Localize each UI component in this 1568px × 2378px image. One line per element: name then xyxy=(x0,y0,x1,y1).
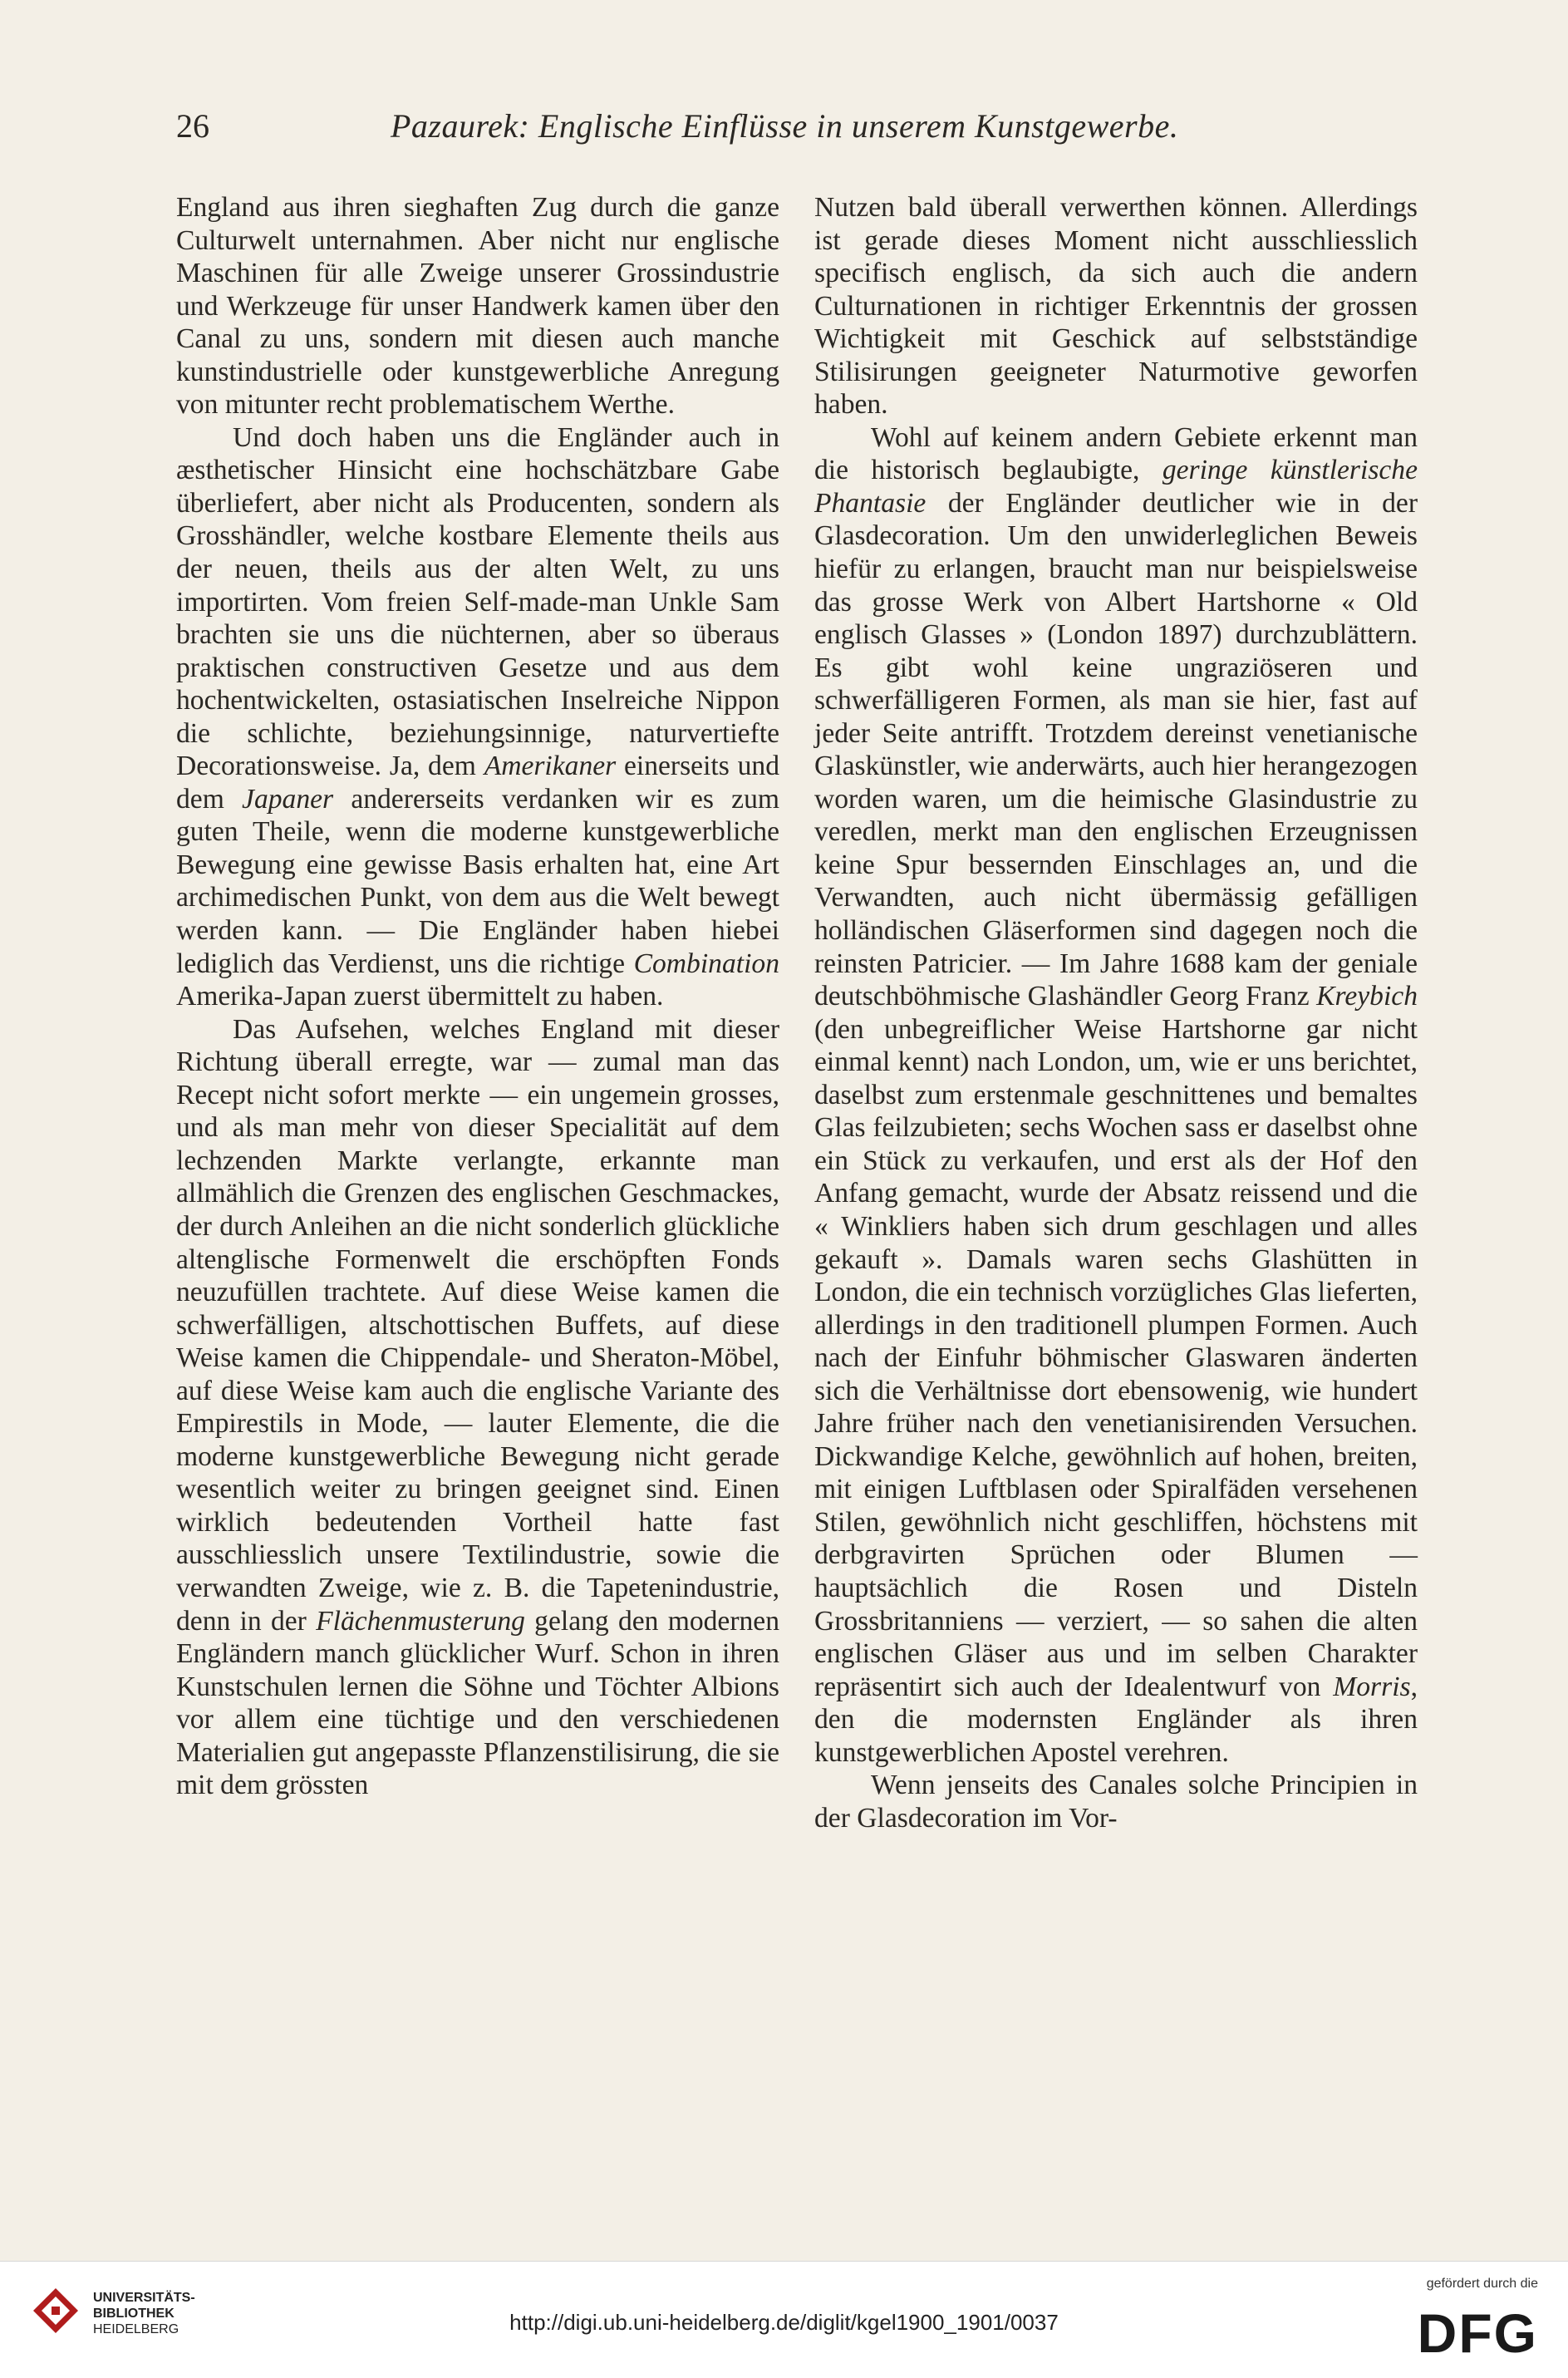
library-name-line2: BIBLIOTHEK xyxy=(93,2307,174,2321)
dfg-logo[interactable]: DFG xyxy=(1417,2302,1538,2364)
permalink-url[interactable]: http://digi.ub.uni-heidelberg.de/diglit/kgel1900_1901/0037 xyxy=(509,2310,1059,2335)
right-column-paragraph: Wohl auf keinem andern Gebiete erkennt man die historisch beglaubigte, geringe künstlerische Phantasie der Engländer deutlicher wie in der Glasdecoration. Um den unwiderleglichen Beweis hiefür zu erlangen, braucht man nur beispielsweise das grosse Werk von Albert Hartshorne « Old englisch Glasses » (London 1897) durchzublättern. Es gibt wohl keine ungraziöseren und schwerfälligeren Formen, als man sie hier, fast auf jeder Seite antrifft. Trotzdem dereinst venetianische Glaskünstler, wie anderwärts, auch hier herangezogen worden waren, um die heimische Glasindustrie zu veredlen, merkt man den englischen Erzeugnissen keine Spur bessernden Einschlages an, und die Verwandten, auch nicht übermässig gefälligen holländischen Gläserformen sind dagegen noch die reinsten Patricier. — Im Jahre 1688 kam der geniale deutschböhmische Glashändler Georg Franz Kreybich (den unbegreiflicher Weise Hartshorne gar nicht einmal kennt) nach London, um, wie er uns berichtet, daselbst zum erstenmale geschnittenes und bemaltes Glas feilzubieten; sechs Wochen sass er daselbst ohne ein Stück zu verkaufen, und erst als der Hof den Anfang gemacht, wurde der Absatz reissend und die « Winkliers haben sich drum geschlagen und alles gekauft ». Damals waren sechs Glashütten in London, die ein technisch vorzügliches Glas lieferten, allerdings in den traditionell plumpen Formen. Auch nach der Einfuhr böhmischer Glaswaren änderten sich die Verhältnisse dort ebensowenig, wie hundert Jahre früher nach den venetianisirenden Versuchen. Dickwandige Kelche, gewöhnlich auf hohen, breiten, mit einigen Luftblasen oder Spiralfäden versehenen Stilen, gewöhnlich nicht geschliffen, höchstens mit derbgravirten Sprüchen oder Blumen — hauptsächlich die Rosen und Disteln Grossbritanniens — verziert, — so sahen die alten englischen Gläser aus und im selben Charakter repräsentirt sich auch der Idealentwurf von Morris, den die modernsten Engländer als ihren kunstgewerblichen Apostel verehren. xyxy=(814,421,1418,1768)
left-column-paragraph: England aus ihren sieghaften Zug durch die ganze Culturwelt unternahmen. Aber nicht nur englische Maschinen für alle Zweige unserer Grossindustrie und Werkzeuge für unser Handwerk kamen über den Canal zu uns, sondern mit diesen auch manche kunstindustrielle oder kunstgewerbliche Anregung von mitunter recht problematischem Werthe. xyxy=(176,192,779,421)
funded-by-text: gefördert durch die xyxy=(1426,2277,1538,2291)
left-column-paragraph: Das Aufsehen, welches England mit dieser Richtung überall erregte, war — zumal man das Recept nicht sofort merkte — ein ungemein grosses, und als man mehr von dieser Specialität auf dem lechzenden Markte verlangte, erkannte man allmählich die Grenzen des englischen Geschmackes, der durch Anleihen an die nicht sonderlich glückliche altenglische Formenwelt die erschöpften Fonds neuzufüllen trachtete. Auf diese Weise kamen die schwerfälligen, altschottischen Buffets, auf diese Weise kamen die Chippendale- und Sheraton-Möbel, auf diese Weise kam auch die englische Variante des Empirestils in Mode, — lauter Elemente, die die moderne kunstgewerbliche Bewegung nicht gerade wesentlich weiter zu bringen geeignet sind. Einen wirklich bedeutenden Vortheil hatte fast ausschliesslich unsere Textilindustrie, sowie die verwandten Zweige, wie z. B. die Tapetenindustrie, denn in der Flächenmusterung gelang den modernen Engländern manch glücklicher Wurf. Schon in ihren Kunstschulen lernen die Söhne und Töchter Albions vor allem eine tüchtige und den verschiedenen Materialien gut angepasste Pflanzenstilisirung, die sie mit dem grössten xyxy=(176,1013,779,1801)
library-name-line1: UNIVERSITÄTS- xyxy=(93,2291,195,2305)
right-column-paragraph: Wenn jenseits des Canales solche Principien in der Glasdecoration im Vor- xyxy=(814,1770,1418,1834)
right-text-column xyxy=(814,191,1418,1834)
page-number: 26 xyxy=(176,107,209,145)
left-column-paragraph: Und doch haben uns die Engländer auch in æsthetischer Hinsicht eine hochschätzbare Gabe überliefert, aber nicht als Producenten, sondern als Grosshändler, welche kostbare Elemente theils aus der neuen, theils aus der alten Welt, zu uns importirten. Vom freien Self-made-man Unkle Sam brachten sie uns die nüchternen, aber so überaus praktischen constructiven Gesetze und aus dem hochentwickelten, ostasiatischen Inselreiche Nippon die schlichte, beziehungsinnige, naturvertiefte Decorationsweise. Ja, dem Amerikaner einerseits und dem Japaner andererseits verdanken wir es zum guten Theile, wenn die moderne kunstgewerbliche Bewegung eine gewisse Basis erhalten hat, eine Art archimedischen Punkt, von dem aus die Welt bewegt werden kann. — Die Engländer haben hiebei lediglich das Verdienst, uns die richtige Combination Amerika-Japan zuerst übermittelt zu haben. xyxy=(176,421,779,1012)
right-column-paragraph: Nutzen bald überall verwerthen können. Allerdings ist gerade dieses Moment nicht ausschliesslich specifisch englisch, da sich auch die andern Culturnationen in richtiger Erkenntnis der grossen Wichtigkeit mit Geschick auf selbstständige Stilisirungen geeigneter Naturmotive geworfen haben. xyxy=(814,192,1418,421)
left-text-column xyxy=(176,191,779,1802)
footer-bar xyxy=(0,2261,1568,2378)
running-title: Pazaurek: Englische Einflüsse in unserem Kunstgewerbe. xyxy=(391,107,1179,145)
page-header xyxy=(0,106,1568,156)
library-name-line3: HEIDELBERG xyxy=(93,2322,179,2336)
